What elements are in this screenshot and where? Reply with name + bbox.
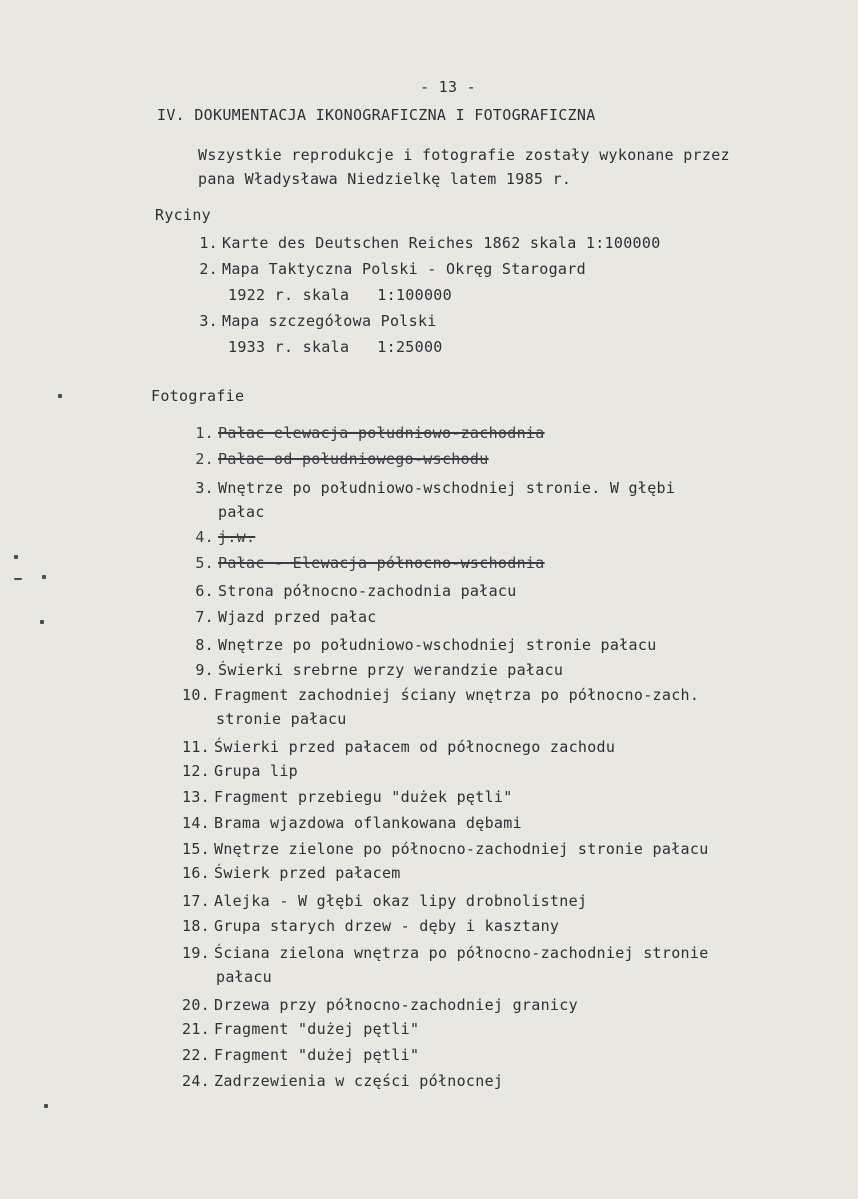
item-text: Grupa lip bbox=[214, 762, 298, 780]
item-number: 21. bbox=[182, 1020, 210, 1038]
list-item bbox=[176, 840, 709, 858]
list-item bbox=[176, 944, 709, 962]
list-item bbox=[190, 661, 563, 679]
list-item bbox=[176, 686, 699, 704]
item-text: Zadrzewienia w części północnej bbox=[214, 1072, 504, 1090]
item-text: Pałac od południowego-wschodu bbox=[218, 450, 489, 468]
item-text: Alejka - W głębi okaz lipy drobnolistnej bbox=[214, 892, 588, 910]
list-item bbox=[176, 814, 522, 832]
item-text: Fragment "dużej pętli" bbox=[214, 1020, 420, 1038]
item-text: Wnętrze po południowo-wschodniej stronie. W głębi bbox=[218, 479, 676, 497]
item-text: Wnętrze zielone po północno-zachodniej stronie pałacu bbox=[214, 840, 709, 858]
margin-speck bbox=[14, 578, 22, 580]
item-number: 16. bbox=[182, 864, 210, 882]
item-text: Mapa Taktyczna Polski - Okręg Starogard bbox=[222, 260, 586, 278]
item-text: Wjazd przed pałac bbox=[218, 608, 377, 626]
item-number: 2. bbox=[199, 260, 218, 278]
item-number: 24. bbox=[182, 1072, 210, 1090]
item-text: Ściana zielona wnętrza po północno-zachodniej stronie bbox=[214, 944, 709, 962]
item-number: 19. bbox=[182, 944, 210, 962]
list-item bbox=[190, 424, 545, 442]
intro-line-2: pana Władysława Niedzielkę latem 1985 r. bbox=[198, 170, 572, 188]
list-item bbox=[176, 738, 615, 756]
list-item bbox=[190, 608, 377, 626]
item-text: Karte des Deutschen Reiches 1862 skala 1:100000 bbox=[222, 234, 661, 252]
item-text: Mapa szczegółowa Polski bbox=[222, 312, 437, 330]
item-number: 3. bbox=[199, 312, 218, 330]
item-continuation: pałacu bbox=[216, 968, 272, 986]
item-text: Grupa starych drzew - dęby i kasztany bbox=[214, 917, 560, 935]
intro-line-1: Wszystkie reprodukcje i fotografie zostały wykonane przez bbox=[198, 146, 730, 164]
list-item bbox=[176, 762, 298, 780]
item-number: 15. bbox=[182, 840, 210, 858]
item-number: 2. bbox=[195, 450, 214, 468]
item-continuation: pałac bbox=[218, 503, 265, 521]
item-number: 7. bbox=[195, 608, 214, 626]
item-text: Świerki srebrne przy werandzie pałacu bbox=[218, 661, 564, 679]
list-item bbox=[176, 996, 578, 1014]
list-item bbox=[190, 636, 657, 654]
list-item bbox=[198, 260, 586, 278]
item-text: Brama wjazdowa oflankowana dębami bbox=[214, 814, 522, 832]
list-item bbox=[190, 450, 489, 468]
item-number: 5. bbox=[195, 554, 214, 572]
item-text: Świerk przed pałacem bbox=[214, 864, 401, 882]
fotografie-heading: Fotografie bbox=[151, 387, 245, 405]
item-number: 18. bbox=[182, 917, 210, 935]
list-item bbox=[176, 788, 513, 806]
item-continuation: 1933 r. skala 1:25000 bbox=[228, 338, 443, 356]
list-item bbox=[176, 864, 401, 882]
item-number: 9. bbox=[195, 661, 214, 679]
item-number: 12. bbox=[182, 762, 210, 780]
margin-speck bbox=[58, 394, 62, 398]
section-heading: IV. DOKUMENTACJA IKONOGRAFICZNA I FOTOGRAFICZNA bbox=[157, 106, 596, 124]
page-number: - 13 - bbox=[420, 78, 476, 96]
list-item bbox=[190, 479, 675, 497]
item-text: Pałac elewacja południowo-zachodnia bbox=[218, 424, 545, 442]
list-item bbox=[190, 582, 517, 600]
item-number: 11. bbox=[182, 738, 210, 756]
item-text: Drzewa przy północno-zachodniej granicy bbox=[214, 996, 578, 1014]
item-text: Fragment przebiegu "dużek pętli" bbox=[214, 788, 513, 806]
list-item bbox=[190, 554, 545, 572]
item-number: 22. bbox=[182, 1046, 210, 1064]
item-number: 8. bbox=[195, 636, 214, 654]
ryciny-heading: Ryciny bbox=[155, 206, 211, 224]
item-number: 10. bbox=[182, 686, 210, 704]
item-number: 1. bbox=[199, 234, 218, 252]
margin-speck bbox=[44, 1104, 48, 1108]
item-text: j.w. bbox=[218, 528, 256, 546]
item-continuation: stronie pałacu bbox=[216, 710, 347, 728]
margin-speck bbox=[42, 575, 46, 579]
list-item bbox=[176, 1072, 503, 1090]
item-number: 1. bbox=[195, 424, 214, 442]
item-number: 4. bbox=[195, 528, 214, 546]
item-continuation: 1922 r. skala 1:100000 bbox=[228, 286, 452, 304]
item-text: Wnętrze po południowo-wschodniej stronie pałacu bbox=[218, 636, 657, 654]
list-item bbox=[176, 1020, 419, 1038]
item-text: Fragment "dużej pętli" bbox=[214, 1046, 420, 1064]
list-item bbox=[176, 892, 587, 910]
item-number: 17. bbox=[182, 892, 210, 910]
margin-speck bbox=[40, 620, 44, 624]
item-text: Fragment zachodniej ściany wnętrza po północno-zach. bbox=[214, 686, 700, 704]
item-text: Strona północno-zachodnia pałacu bbox=[218, 582, 517, 600]
margin-speck bbox=[14, 555, 18, 559]
item-text: Świerki przed pałacem od północnego zachodu bbox=[214, 738, 616, 756]
item-number: 3. bbox=[195, 479, 214, 497]
list-item bbox=[176, 917, 559, 935]
item-number: 20. bbox=[182, 996, 210, 1014]
item-text: Pałac - Elewacja północno-wschodnia bbox=[218, 554, 545, 572]
list-item bbox=[198, 234, 661, 252]
list-item bbox=[176, 1046, 419, 1064]
item-number: 14. bbox=[182, 814, 210, 832]
item-number: 13. bbox=[182, 788, 210, 806]
list-item bbox=[190, 528, 255, 546]
list-item bbox=[198, 312, 437, 330]
item-number: 6. bbox=[195, 582, 214, 600]
